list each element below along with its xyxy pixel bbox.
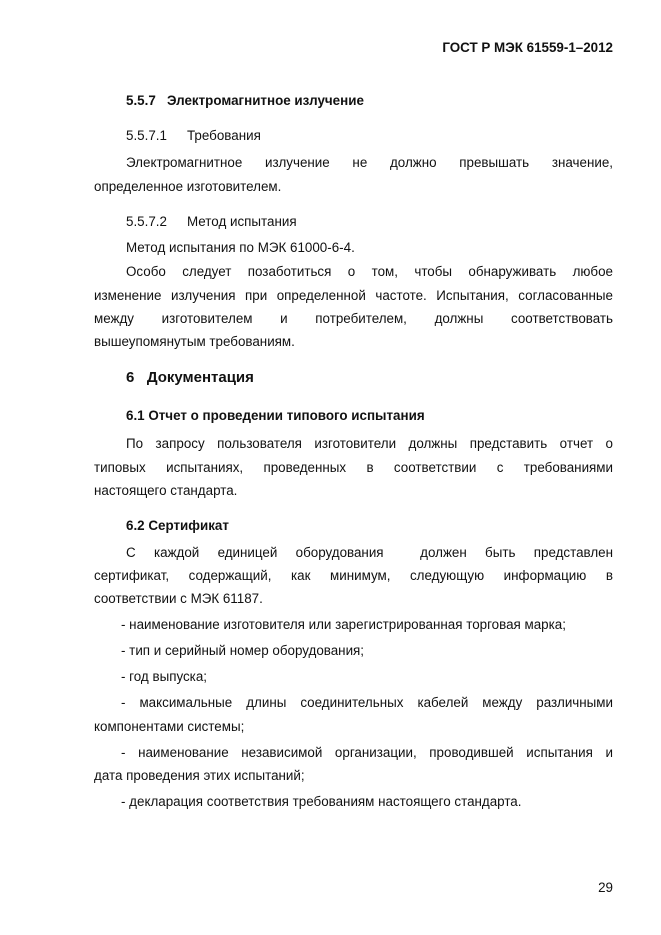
section-heading-6-2: 6.2 Сертификат xyxy=(126,518,229,533)
paragraph-line: соответствии с МЭК 61187. xyxy=(94,591,263,606)
section-heading-5-5-7: 5.5.7 Электромагнитное излучение xyxy=(126,93,364,108)
paragraph-line: По запросу пользователя изготовители должны представить отчет о xyxy=(126,436,613,451)
section-heading-6: 6 Документация xyxy=(126,369,254,386)
paragraph-line: типовых испытаниях, проведенных в соответствии с требованиями xyxy=(94,460,613,475)
paragraph-line: Метод испытания по МЭК 61000-6-4. xyxy=(126,240,355,255)
list-item: - тип и серийный номер оборудования; xyxy=(121,643,365,658)
paragraph-line: вышеупомянутым требованиям. xyxy=(94,334,295,349)
list-item: - максимальные длины соединительных кабелей между различными xyxy=(121,695,613,710)
list-item: - год выпуска; xyxy=(121,669,208,684)
section-heading-6-1: 6.1 Отчет о проведении типового испытания xyxy=(126,408,425,423)
list-item: - наименование независимой организации, проводившей испытания и xyxy=(121,745,613,760)
subsection-title-5-5-7-2: Метод испытания xyxy=(187,214,297,229)
subsection-number-5-5-7-1: 5.5.7.1 xyxy=(126,128,167,143)
paragraph-line: изменение излучения при определенной частоте. Испытания, согласованные xyxy=(94,288,613,303)
paragraph-line: между изготовителем и потребителем, должны соответствовать xyxy=(94,311,613,326)
page-number: 29 xyxy=(598,880,613,895)
list-item-continuation: дата проведения этих испытаний; xyxy=(94,768,305,783)
paragraph-line: Особо следует позаботиться о том, чтобы обнаруживать любое xyxy=(126,264,613,279)
paragraph-line: С каждой единицей оборудования должен быть представлен xyxy=(126,545,613,560)
subsection-title-5-5-7-1: Требования xyxy=(187,128,261,143)
list-item-continuation: компонентами системы; xyxy=(94,719,245,734)
subsection-number-5-5-7-2: 5.5.7.2 xyxy=(126,214,167,229)
list-item: - декларация соответствия требованиям настоящего стандарта. xyxy=(121,794,522,809)
paragraph-line: Электромагнитное излучение не должно превышать значение, xyxy=(126,155,613,170)
document-id: ГОСТ Р МЭК 61559-1–2012 xyxy=(442,40,613,55)
paragraph-line: сертификат, содержащий, как минимум, следующую информацию в xyxy=(94,568,613,583)
list-item: - наименование изготовителя или зарегистрированная торговая марка; xyxy=(121,617,566,632)
paragraph-line: настоящего стандарта. xyxy=(94,483,238,498)
paragraph-line: определенное изготовителем. xyxy=(94,179,282,194)
